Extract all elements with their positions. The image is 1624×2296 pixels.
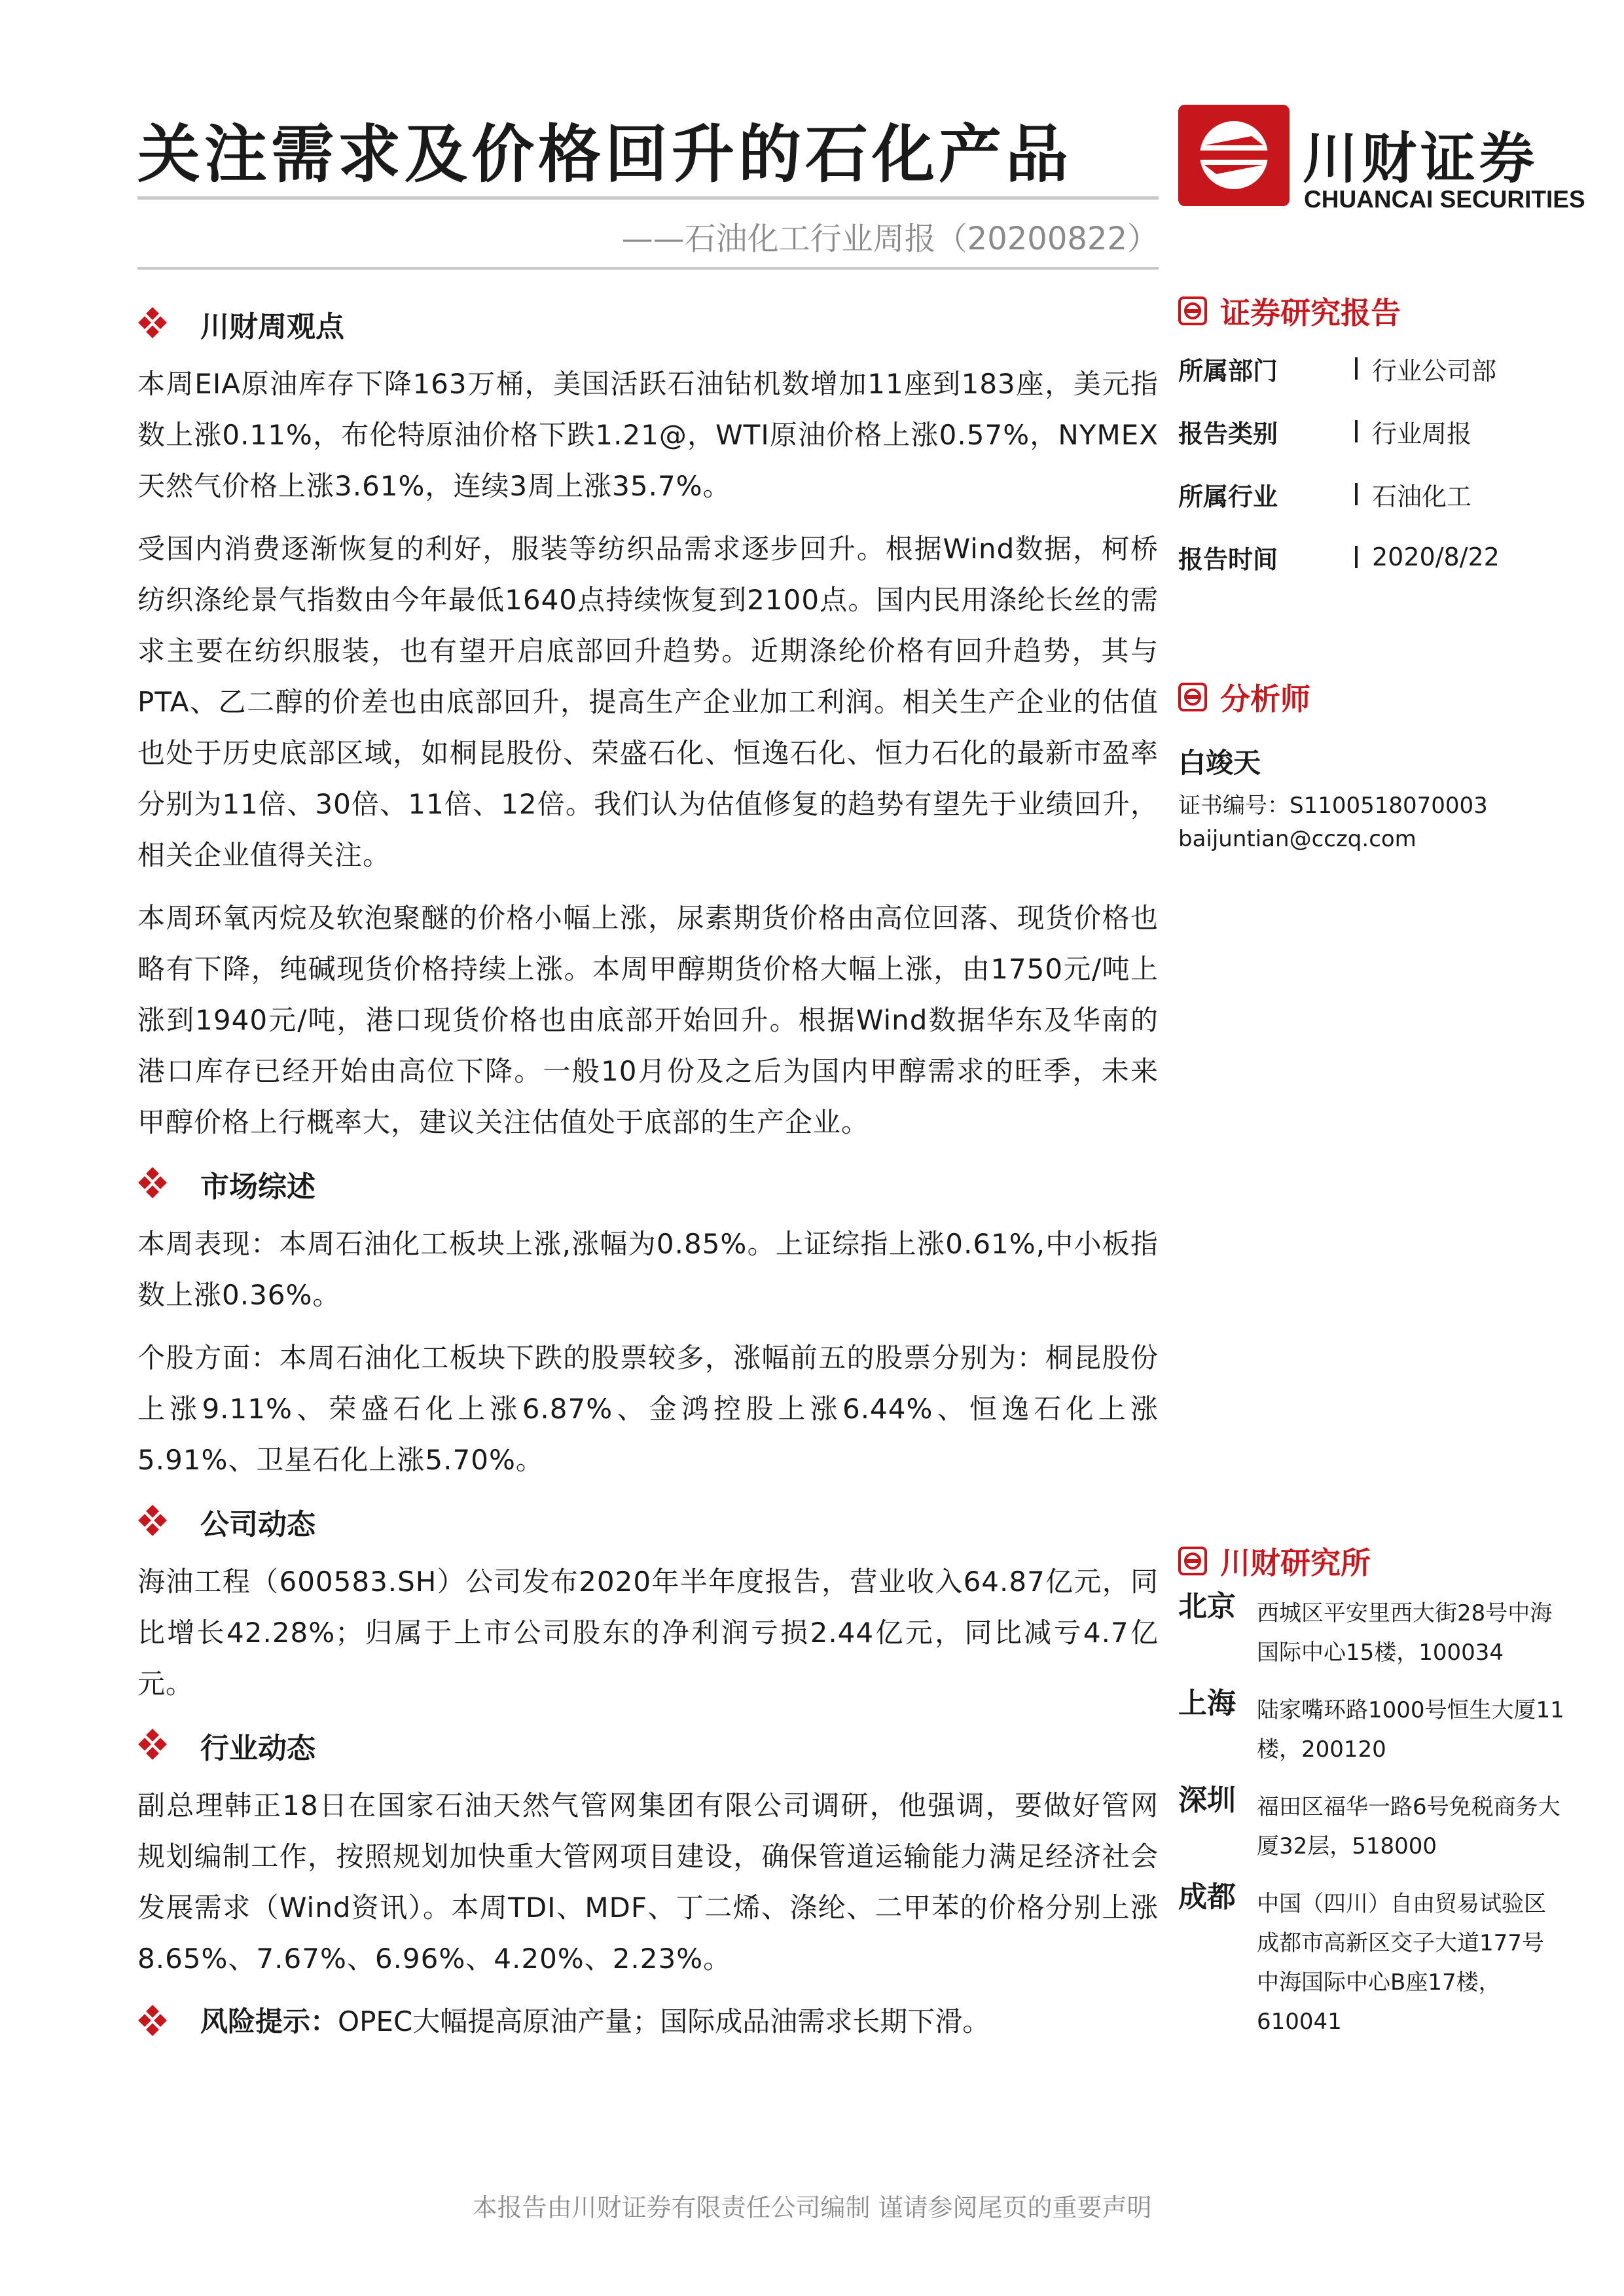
analyst-cert-number: 证书编号：S1100518070003 xyxy=(1178,793,1488,819)
info-label: 报告类别 xyxy=(1178,419,1278,448)
diamond-bullet-icon xyxy=(137,306,173,342)
office-shenzhen xyxy=(1178,1781,1571,1866)
office-city: 北京 xyxy=(1178,1590,1236,1623)
report-title: 关注需求及价格回升的石化产品 xyxy=(137,118,1072,191)
paragraph: 本周EIA原油库存下降163万桶，美国活跃石油钻机数增加11座到183座，美元指数上涨0.11%，布伦特原油价格下跌1.21@，WTI原油价格上涨0.57%，NYMEX天然气价格上涨3.61%，连续3周上涨35.7%。 xyxy=(137,368,1159,502)
section-title: 川财周观点 xyxy=(200,310,344,344)
office-address: 西城区平安里西大街28号中海国际中心15楼，100034 xyxy=(1257,1600,1553,1666)
institute-heading xyxy=(1178,1535,1571,1587)
office-beijing xyxy=(1178,1587,1571,1672)
section-title: 行业动态 xyxy=(200,1732,316,1765)
sidebar-institute xyxy=(1178,1535,1571,2053)
section-marker-icon xyxy=(1178,683,1207,711)
office-city: 上海 xyxy=(1178,1687,1236,1720)
section-title: 市场综述 xyxy=(200,1170,316,1204)
paragraph: 受国内消费逐渐恢复的利好，服装等纺织品需求逐步回升。根据Wind数据，柯桥纺织涤纶景气指数由今年最低1640点持续恢复到2100点。国内民用涤纶长丝的需求主要在纺织服装，也有望开启底部回升趋势。近期涤纶价格有回升趋势，其与PTA、乙二醇的价差也由底部回升，提高生产企业加工利润。相关生产企业的估值也处于历史底部区域，如桐昆股份、荣盛石化、恒逸石化、恒力石化的最新市盈率分别为11倍、30倍、11倍、12倍。我们认为估值修复的趋势有望先于业绩回升，相关企业值得关注。 xyxy=(137,533,1159,871)
section-marker-icon xyxy=(1178,296,1207,325)
office-city: 深圳 xyxy=(1178,1784,1236,1817)
paragraph: 本周表现：本周石油化工板块上涨,涨幅为0.85%。上证综指上涨0.61%,中小板指数上涨0.36%。 xyxy=(137,1228,1159,1311)
page-footer: 本报告由川财证券有限责任公司编制 谨请参阅尾页的重要声明 xyxy=(472,2193,1152,2222)
header-divider xyxy=(137,196,1159,200)
info-row-industry xyxy=(1178,463,1571,526)
diamond-bullet-icon xyxy=(137,2004,173,2039)
analyst-heading-title: 分析师 xyxy=(1220,681,1310,717)
office-shanghai xyxy=(1178,1684,1571,1769)
section-heading-company xyxy=(137,1499,1159,1545)
report-info-heading xyxy=(1178,285,1571,337)
office-address: 福田区福华一路6号免税商务大厦32层，518000 xyxy=(1257,1794,1561,1859)
sidebar-report-info xyxy=(1178,285,1571,588)
logo-name-cn: 川财证券 xyxy=(1303,126,1539,190)
info-label: 所属行业 xyxy=(1178,482,1278,511)
info-value: 石油化工 xyxy=(1372,482,1472,511)
report-info-title: 证券研究报告 xyxy=(1220,295,1401,331)
paragraph: 本周环氧丙烷及软泡聚醚的价格小幅上涨，尿素期货价格由高位回落、现货价格也略有下降，纯碱现货价格持续上涨。本周甲醇期货价格大幅上涨，由1750元/吨上涨到1940元/吨，港口现货价格也由底部开始回升。根据Wind数据华东及华南的港口库存已经开始由高位下降。一般10月份及之后为国内甲醇需求的旺季，未来甲醇价格上行概率大，建议关注估值处于底部的生产企业。 xyxy=(137,902,1159,1138)
risk-text: OPEC大幅提高原油产量；国际成品油需求长期下滑。 xyxy=(338,2005,990,2037)
office-chengdu xyxy=(1178,1878,1571,2041)
paragraph: 个股方面：本周石油化工板块下跌的股票较多，涨幅前五的股票分别为：桐昆股份上涨9.11%、荣盛石化上涨6.87%、金鸿控股上涨6.44%、恒逸石化上涨5.91%、卫星石化上涨5.70%。 xyxy=(137,1342,1159,1476)
section-heading-industry xyxy=(137,1723,1159,1768)
info-value: 行业公司部 xyxy=(1372,356,1497,386)
diamond-bullet-icon xyxy=(137,1504,173,1539)
main-content xyxy=(137,288,1159,2047)
office-city: 成都 xyxy=(1178,1880,1236,1914)
info-separator xyxy=(1355,420,1358,442)
analyst-name: 白竣天 xyxy=(1178,747,1261,779)
analyst-email[interactable]: baijuntian@cczq.com xyxy=(1178,826,1416,852)
info-separator xyxy=(1355,546,1358,568)
office-address: 陆家嘴环路1000号恒生大厦11楼，200120 xyxy=(1257,1697,1564,1763)
diamond-bullet-icon xyxy=(137,1166,173,1202)
info-label: 报告时间 xyxy=(1178,545,1278,574)
paragraph: 海油工程（600583.SH）公司发布2020年半年度报告，营业收入64.87亿元，同比增长42.28%；归属于上市公司股东的净利润亏损2.44亿元，同比减亏4.7亿元。 xyxy=(137,1566,1159,1700)
info-separator xyxy=(1355,357,1358,380)
section-heading-market xyxy=(137,1161,1159,1207)
risk-label: 风险提示： xyxy=(200,2005,338,2037)
info-value: 行业周报 xyxy=(1372,419,1472,448)
office-address: 中国（四川）自由贸易试验区成都市高新区交子大道177号中海国际中心B座17楼，610041 xyxy=(1257,1891,1546,2035)
section-heading-weekly-view xyxy=(137,301,1159,347)
diamond-bullet-icon xyxy=(137,1728,173,1763)
institute-heading-title: 川财研究所 xyxy=(1220,1545,1371,1581)
info-row-department xyxy=(1178,337,1571,400)
chuancai-logo-icon xyxy=(1178,105,1290,206)
section-marker-icon xyxy=(1178,1547,1207,1575)
risk-warning xyxy=(137,1996,1159,2047)
info-label: 所属部门 xyxy=(1178,356,1278,386)
analyst-heading xyxy=(1178,671,1571,723)
info-row-report-type xyxy=(1178,400,1571,463)
section-title: 公司动态 xyxy=(200,1508,316,1541)
paragraph: 副总理韩正18日在国家石油天然气管网集团有限公司调研，他强调，要做好管网规划编制工作，按照规划加快重大管网项目建设，确保管道运输能力满足经济社会发展需求（Wind资讯）。本周TDI、MDF、丁二烯、涤纶、二甲苯的价格分别上涨8.65%、7.67%、6.96%、4.20%、2.23%。 xyxy=(137,1789,1159,1975)
info-separator xyxy=(1355,483,1358,505)
report-subtitle: ——石油化工行业周报（20200822） xyxy=(621,221,1159,257)
header-divider-bottom xyxy=(137,267,1159,270)
logo-name-en: CHUANCAI SECURITIES xyxy=(1304,186,1585,213)
info-value: 2020/8/22 xyxy=(1372,543,1500,571)
sidebar-analyst xyxy=(1178,671,1571,852)
info-row-report-date xyxy=(1178,526,1571,588)
